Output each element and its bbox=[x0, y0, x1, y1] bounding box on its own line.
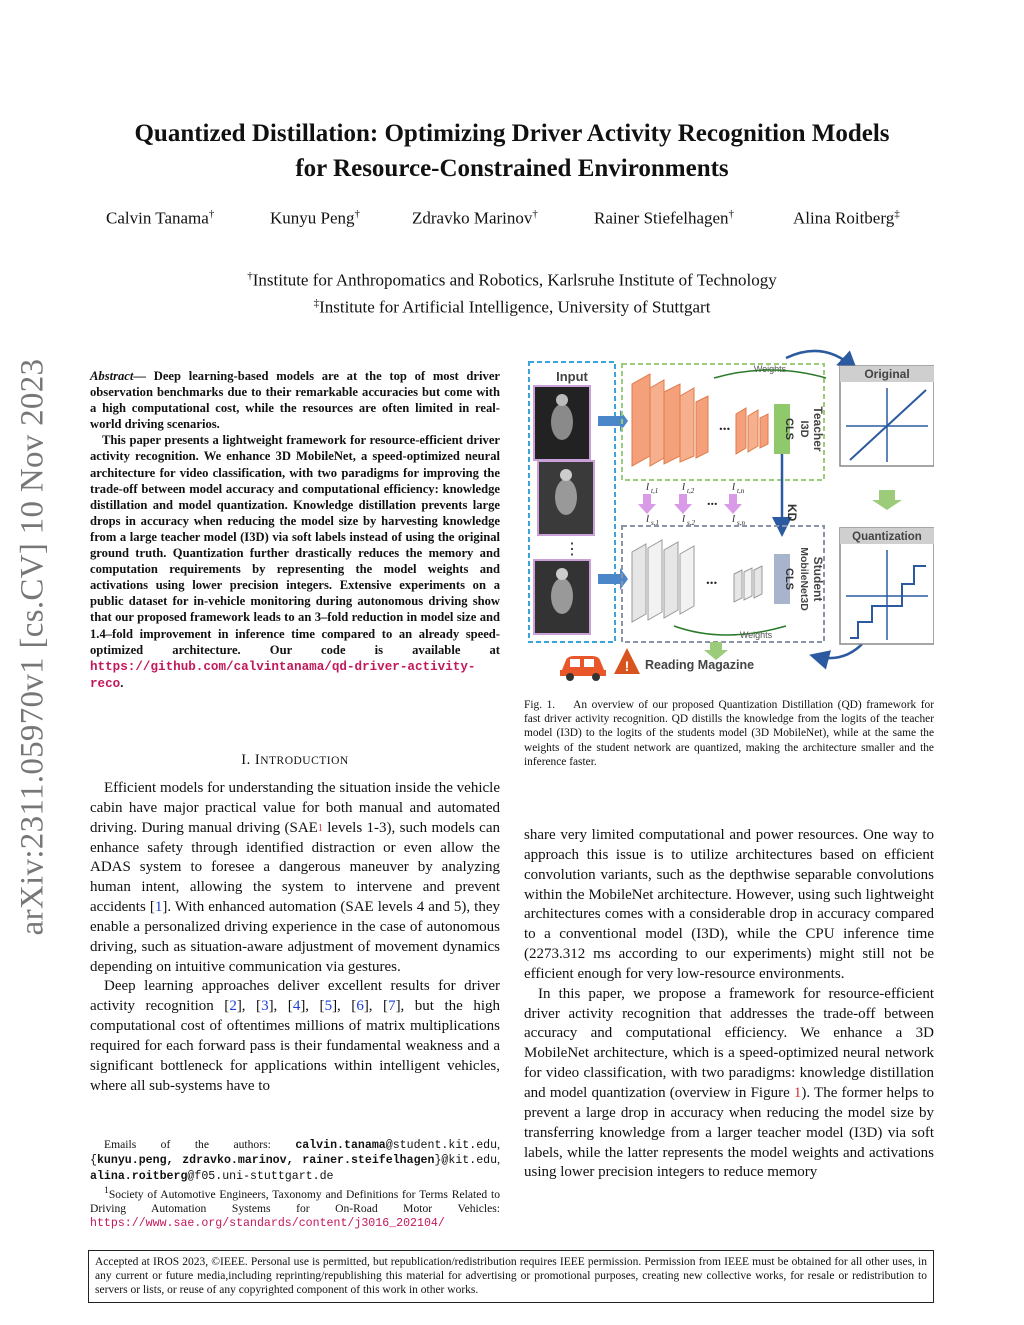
teacher-cls-label: CLS bbox=[783, 418, 795, 440]
warning-icon bbox=[614, 648, 640, 674]
copyright-notice: Accepted at IROS 2023, ©IEEE. Personal use is permitted, but republication/redistribution requires IEEE permission. Permission from IEEE must be obtained for all other uses, in any current or future media,including reprinting/republishing this material for advertising or promotional purposes, creating new collective works, for resale or redistribution to servers or lists, or reuse of any copyrighted component of this work in other works. bbox=[88, 1250, 934, 1303]
svg-text:t,n: t,n bbox=[737, 487, 745, 495]
svg-text:l: l bbox=[682, 513, 686, 525]
author-4: Rainer Stiefelhagen† bbox=[594, 208, 735, 228]
teacher-weights-label: Weights bbox=[753, 364, 787, 374]
author-2-mark: † bbox=[354, 208, 361, 220]
svg-text:l: l bbox=[646, 513, 650, 525]
svg-text:!: ! bbox=[624, 658, 630, 674]
footnotes bbox=[90, 1138, 500, 1232]
student-weights-label: Weights bbox=[739, 630, 773, 640]
original-to-quantization-arrow bbox=[872, 490, 902, 510]
student-ellipsis: ... bbox=[706, 572, 718, 588]
affiliation-2: ‡Institute for Artificial Intelligence, University of Stuttgart bbox=[313, 296, 711, 317]
affiliations bbox=[60, 265, 964, 318]
caption-label: Fig. 1. bbox=[524, 699, 556, 711]
svg-text:s,n: s,n bbox=[737, 519, 745, 527]
arxiv-identifier bbox=[8, 352, 58, 942]
svg-text:t,1: t,1 bbox=[651, 487, 659, 495]
abstract bbox=[90, 368, 500, 692]
author-2: Kunyu Peng† bbox=[270, 208, 361, 228]
author-1: Calvin Tanama† bbox=[106, 208, 215, 228]
author-emails: Emails of the authors: calvin.tanama@student.kit.edu, {kunyu.peng, zdravko.marinov, rainer.steifelhagen}@kit.edu, alina.roitberg@f05.uni-stuttgart.de bbox=[90, 1138, 500, 1183]
input-label: Input bbox=[556, 369, 588, 384]
quantization-label: Quantization bbox=[852, 531, 922, 543]
title-line-2: for Resource-Constrained Environments bbox=[295, 155, 729, 182]
teacher-ellipsis: ... bbox=[719, 418, 731, 434]
citation-1[interactable]: 1 bbox=[154, 899, 163, 916]
abstract-label: Abstract bbox=[90, 369, 134, 383]
affiliation-1: †Institute for Anthropomatics and Robotics, Karlsruhe Institute of Technology bbox=[247, 270, 777, 290]
title-line-1: Quantized Distillation: Optimizing Driver Activity Recognition Models bbox=[134, 120, 890, 147]
original-label: Original bbox=[864, 367, 910, 381]
svg-text:s,1: s,1 bbox=[651, 519, 659, 527]
introduction-text bbox=[90, 779, 500, 1097]
svg-text:l: l bbox=[732, 513, 736, 525]
arxiv-text: arXiv:2311.05970v1 [cs.CV] 10 Nov 2023 bbox=[14, 358, 51, 936]
citation-5[interactable]: 5 bbox=[324, 998, 333, 1015]
author-3: Zdravko Marinov† bbox=[412, 208, 538, 228]
svg-text:l: l bbox=[682, 481, 686, 493]
citation-4[interactable]: 4 bbox=[292, 998, 301, 1015]
author-3-mark: † bbox=[532, 208, 538, 220]
kd-label: KD bbox=[785, 504, 799, 522]
paper-title bbox=[60, 116, 964, 186]
author-5-mark: ‡ bbox=[894, 208, 900, 220]
code-link[interactable]: https://github.com/calvintanama/qd-driver-activity-reco bbox=[90, 659, 476, 691]
citation-6[interactable]: 6 bbox=[356, 998, 364, 1015]
logit-pair-1 bbox=[638, 481, 659, 527]
logit-pair-n bbox=[724, 481, 745, 527]
teacher-network-blocks bbox=[632, 374, 768, 466]
abstract-paragraph-1: Abstract— Deep learning-based models are at the top of most driver observation benchmarks due to their remarkable accuracies but come with a high computational cost, while the resources are often limited in real-world driving scenarios. bbox=[90, 369, 500, 432]
input-frame-2 bbox=[538, 461, 594, 535]
right-column-text bbox=[524, 826, 934, 1183]
citation-7[interactable]: 7 bbox=[388, 998, 396, 1015]
sae-standard-link[interactable]: https://www.sae.org/standards/content/j3016_202104/ bbox=[90, 1217, 445, 1231]
input-frame-1 bbox=[534, 386, 590, 460]
intro-paragraph-2: Deep learning approaches deliver excellent results for driver activity recognition [2], [3], [4], [5], [6], [7], but the high computational cost of oftentimes millions of matrix multiplications required for each forward pass is their fundamental weakness and a significant bottleneck for applications within intelligent vehicles, where all sub-systems have to bbox=[90, 978, 500, 1094]
student-cls-label: CLS bbox=[783, 568, 795, 590]
prediction-label: Reading Magazine bbox=[645, 658, 755, 672]
abstract-paragraph-2: This paper presents a lightweight framework for resource-efficient driver activity recognition. We enhance 3D MobileNet, a speed-optimized neural architecture for video classification, with two paradigms for improving the trade-off between model accuracy and computational efficiency: knowledge distillation and model quantization. Knowledge distillation prevents large drops in accuracy when reducing the model size by harvesting knowledge from a large teacher model (I3D) via soft labels instead of using the original ground truth. Quantization further drastically reduces the memory and computation requirements by representing the model weights and activations using lower precision integers. Extensive experiments on a public dataset for in-vehicle monitoring during autonomous driving show that our proposed framework leads to an 3–fold reduction in model size and 1.4–fold improvement in inference time compared to an already speed-optimized architecture. Our code is available at https://github.com/calvintanama/qd-driver-activity-reco. bbox=[90, 433, 500, 691]
teacher-label: Teacher bbox=[811, 406, 825, 452]
footnote-1: $^1$Society of Automotive Engineers, Taxonomy and Definitions for Terms Related to Driving Automation Systems for On-Road Motor Vehicles: https://www.sae.org/standards/content/j3016_202104/ bbox=[90, 1184, 500, 1231]
car-icon bbox=[560, 656, 606, 681]
right-paragraph-1: share very limited computational and power resources. One way to approach this issue is to utilize architectures based on efficient convolution variants, such as the depthwise separable convolutions within the MobileNet architecture. However, using such lightweight architectures comes with a considerable drop in accuracy compared to a conventional model (I3D), while the CPU inference time (2273.312 ms according to our experiments) might still not be efficient enough for very low-resource environments. bbox=[524, 827, 934, 982]
figure-diagram bbox=[524, 344, 934, 684]
right-paragraph-2: In this paper, we propose a framework for resource-efficient driver activity recognition that addresses the trade-off between accuracy and computational efficiency. We enhance a 3D MobileNet architecture, which is a speed-optimized neural network for video classification, with two paradigms: knowledge distillation and model quantization (overview in Figure 1). The former helps to prevent a large drop in accuracy when reducing the model size by transferring knowledge from a larger teacher model (I3D) via soft labels, while the latter represents the model weights and activations using lower precision integers to reduce memory bbox=[524, 985, 934, 1181]
logit-pair-2 bbox=[674, 481, 695, 527]
logit-ellipsis: ... bbox=[707, 494, 718, 509]
caption-text: An overview of our proposed Quantization Distillation (QD) framework for fast driver activity recognition. QD distills the knowledge from the logits of the teacher model (I3D) to the logits of the students model (3D MobileNet), while at the same the weights of the student network are quantized, making the architecture smaller and the inference faster. bbox=[524, 699, 934, 768]
svg-text:t,2: t,2 bbox=[687, 487, 695, 495]
section-heading-introduction: I. INTRODUCTION bbox=[241, 752, 349, 768]
input-arrow-teacher bbox=[598, 410, 628, 432]
author-5: Alina Roitberg‡ bbox=[793, 208, 900, 228]
student-model-label: MobileNet3D bbox=[798, 547, 810, 611]
footnote-ref-1[interactable]: 1 bbox=[317, 822, 323, 834]
figure-1-ref[interactable]: 1 bbox=[793, 1084, 802, 1101]
svg-text:l: l bbox=[732, 481, 736, 493]
intro-paragraph-1: Efficient models for understanding the situation inside the vehicle cabin have major practical value for both manual and automated driving. During manual driving (SAE$^1$ levels 1-3), such models can enhance safety through identified distraction or even allow the ADAS system to foresee a dangerous maneuver by analyzing human intent, allowing the system to intervene and prevent accidents [1]. With enhanced automation (SAE levels 4 and 5), they enable a personalized driving experience in the case of autonomous driving, such as situation-aware adjustment of movement dynamics depending on intuitive communication via gestures. bbox=[90, 780, 500, 975]
input-arrow-student bbox=[598, 568, 628, 590]
citation-3[interactable]: 3 bbox=[261, 998, 269, 1015]
citation-2[interactable]: 2 bbox=[229, 998, 237, 1015]
input-frame-3 bbox=[534, 560, 590, 634]
author-1-mark: † bbox=[208, 208, 215, 220]
svg-text:l: l bbox=[646, 481, 650, 493]
figure-caption bbox=[524, 698, 934, 769]
student-label: Student bbox=[811, 556, 825, 602]
figure-1 bbox=[524, 344, 934, 684]
author-list bbox=[90, 208, 934, 236]
author-4-mark: † bbox=[728, 208, 735, 220]
student-network-blocks bbox=[632, 540, 762, 622]
svg-text:s,2: s,2 bbox=[687, 519, 695, 527]
teacher-model-label: I3D bbox=[798, 420, 810, 438]
input-vdots: ⋮ bbox=[564, 541, 580, 558]
